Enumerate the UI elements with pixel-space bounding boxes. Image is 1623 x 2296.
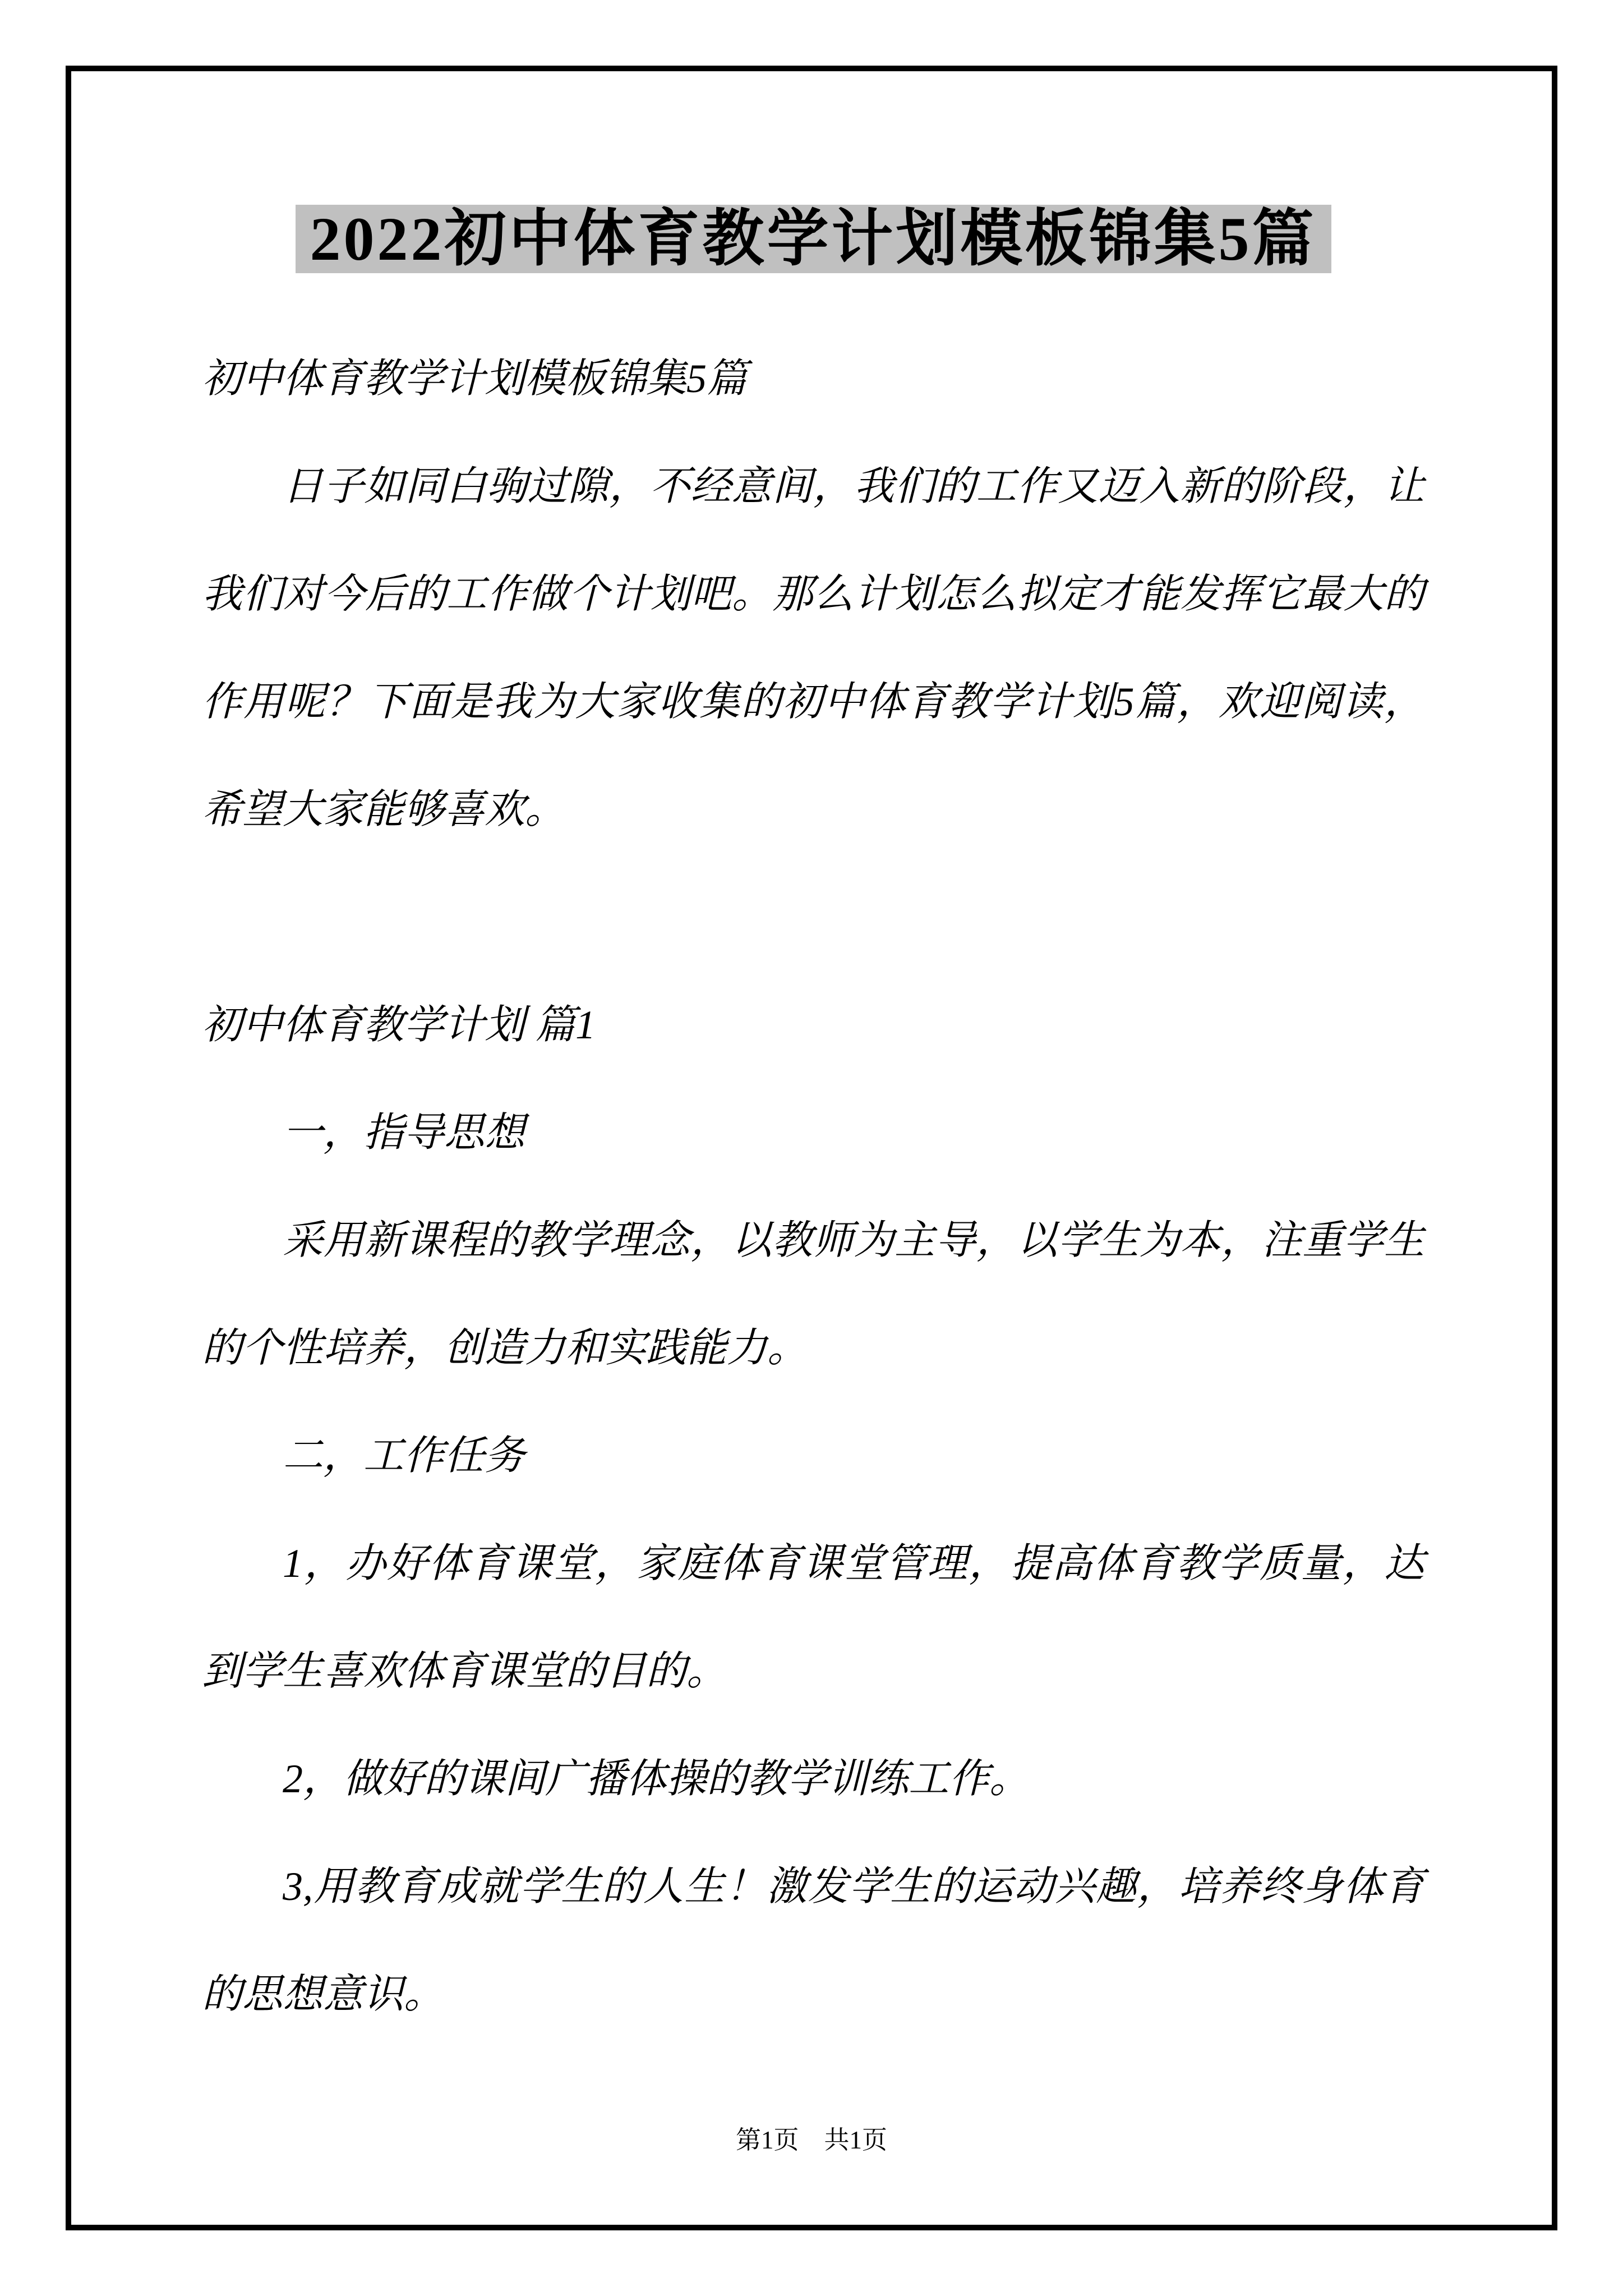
task-item-3: 3,用教育成就学生的人生！激发学生的运动兴趣，培养终身体育的思想意识。	[202, 1864, 1424, 2017]
title-highlight: 2022初中体育教学计划模板锦集5篇	[296, 205, 1331, 273]
heading-work-tasks: 二，工作任务	[283, 1433, 525, 1478]
task-item-1: 1，办好体育课堂，家庭体育课堂管理，提高体育教学质量，达到学生喜欢体育课堂的目的。	[202, 1541, 1424, 1694]
document-body	[202, 200, 1424, 2048]
heading-guiding-ideology: 一，指导思想	[283, 1110, 525, 1155]
body-paragraph-ideology: 采用新课程的教学理念，以教师为主导，以学生为本，注重学生的个性培养，创造力和实践能力。	[202, 1218, 1424, 1370]
document-title	[202, 200, 1424, 278]
lead-paragraph: 初中体育教学计划模板锦集5篇	[202, 356, 748, 401]
task-item-2: 2，做好的课间广播体操的教学训练工作。	[283, 1756, 1030, 1801]
intro-paragraph: 日子如同白驹过隙，不经意间，我们的工作又迈入新的阶段，让我们对今后的工作做个计划吧。那么计划怎么拟定才能发挥它最大的作用呢？下面是我为大家收集的初中体育教学计划5篇，欢迎阅读，希望大家能够喜欢。	[202, 464, 1424, 832]
page-footer: 第1页 共1页	[735, 2126, 887, 2154]
section-title-part1: 初中体育教学计划 篇1	[202, 1002, 596, 1047]
